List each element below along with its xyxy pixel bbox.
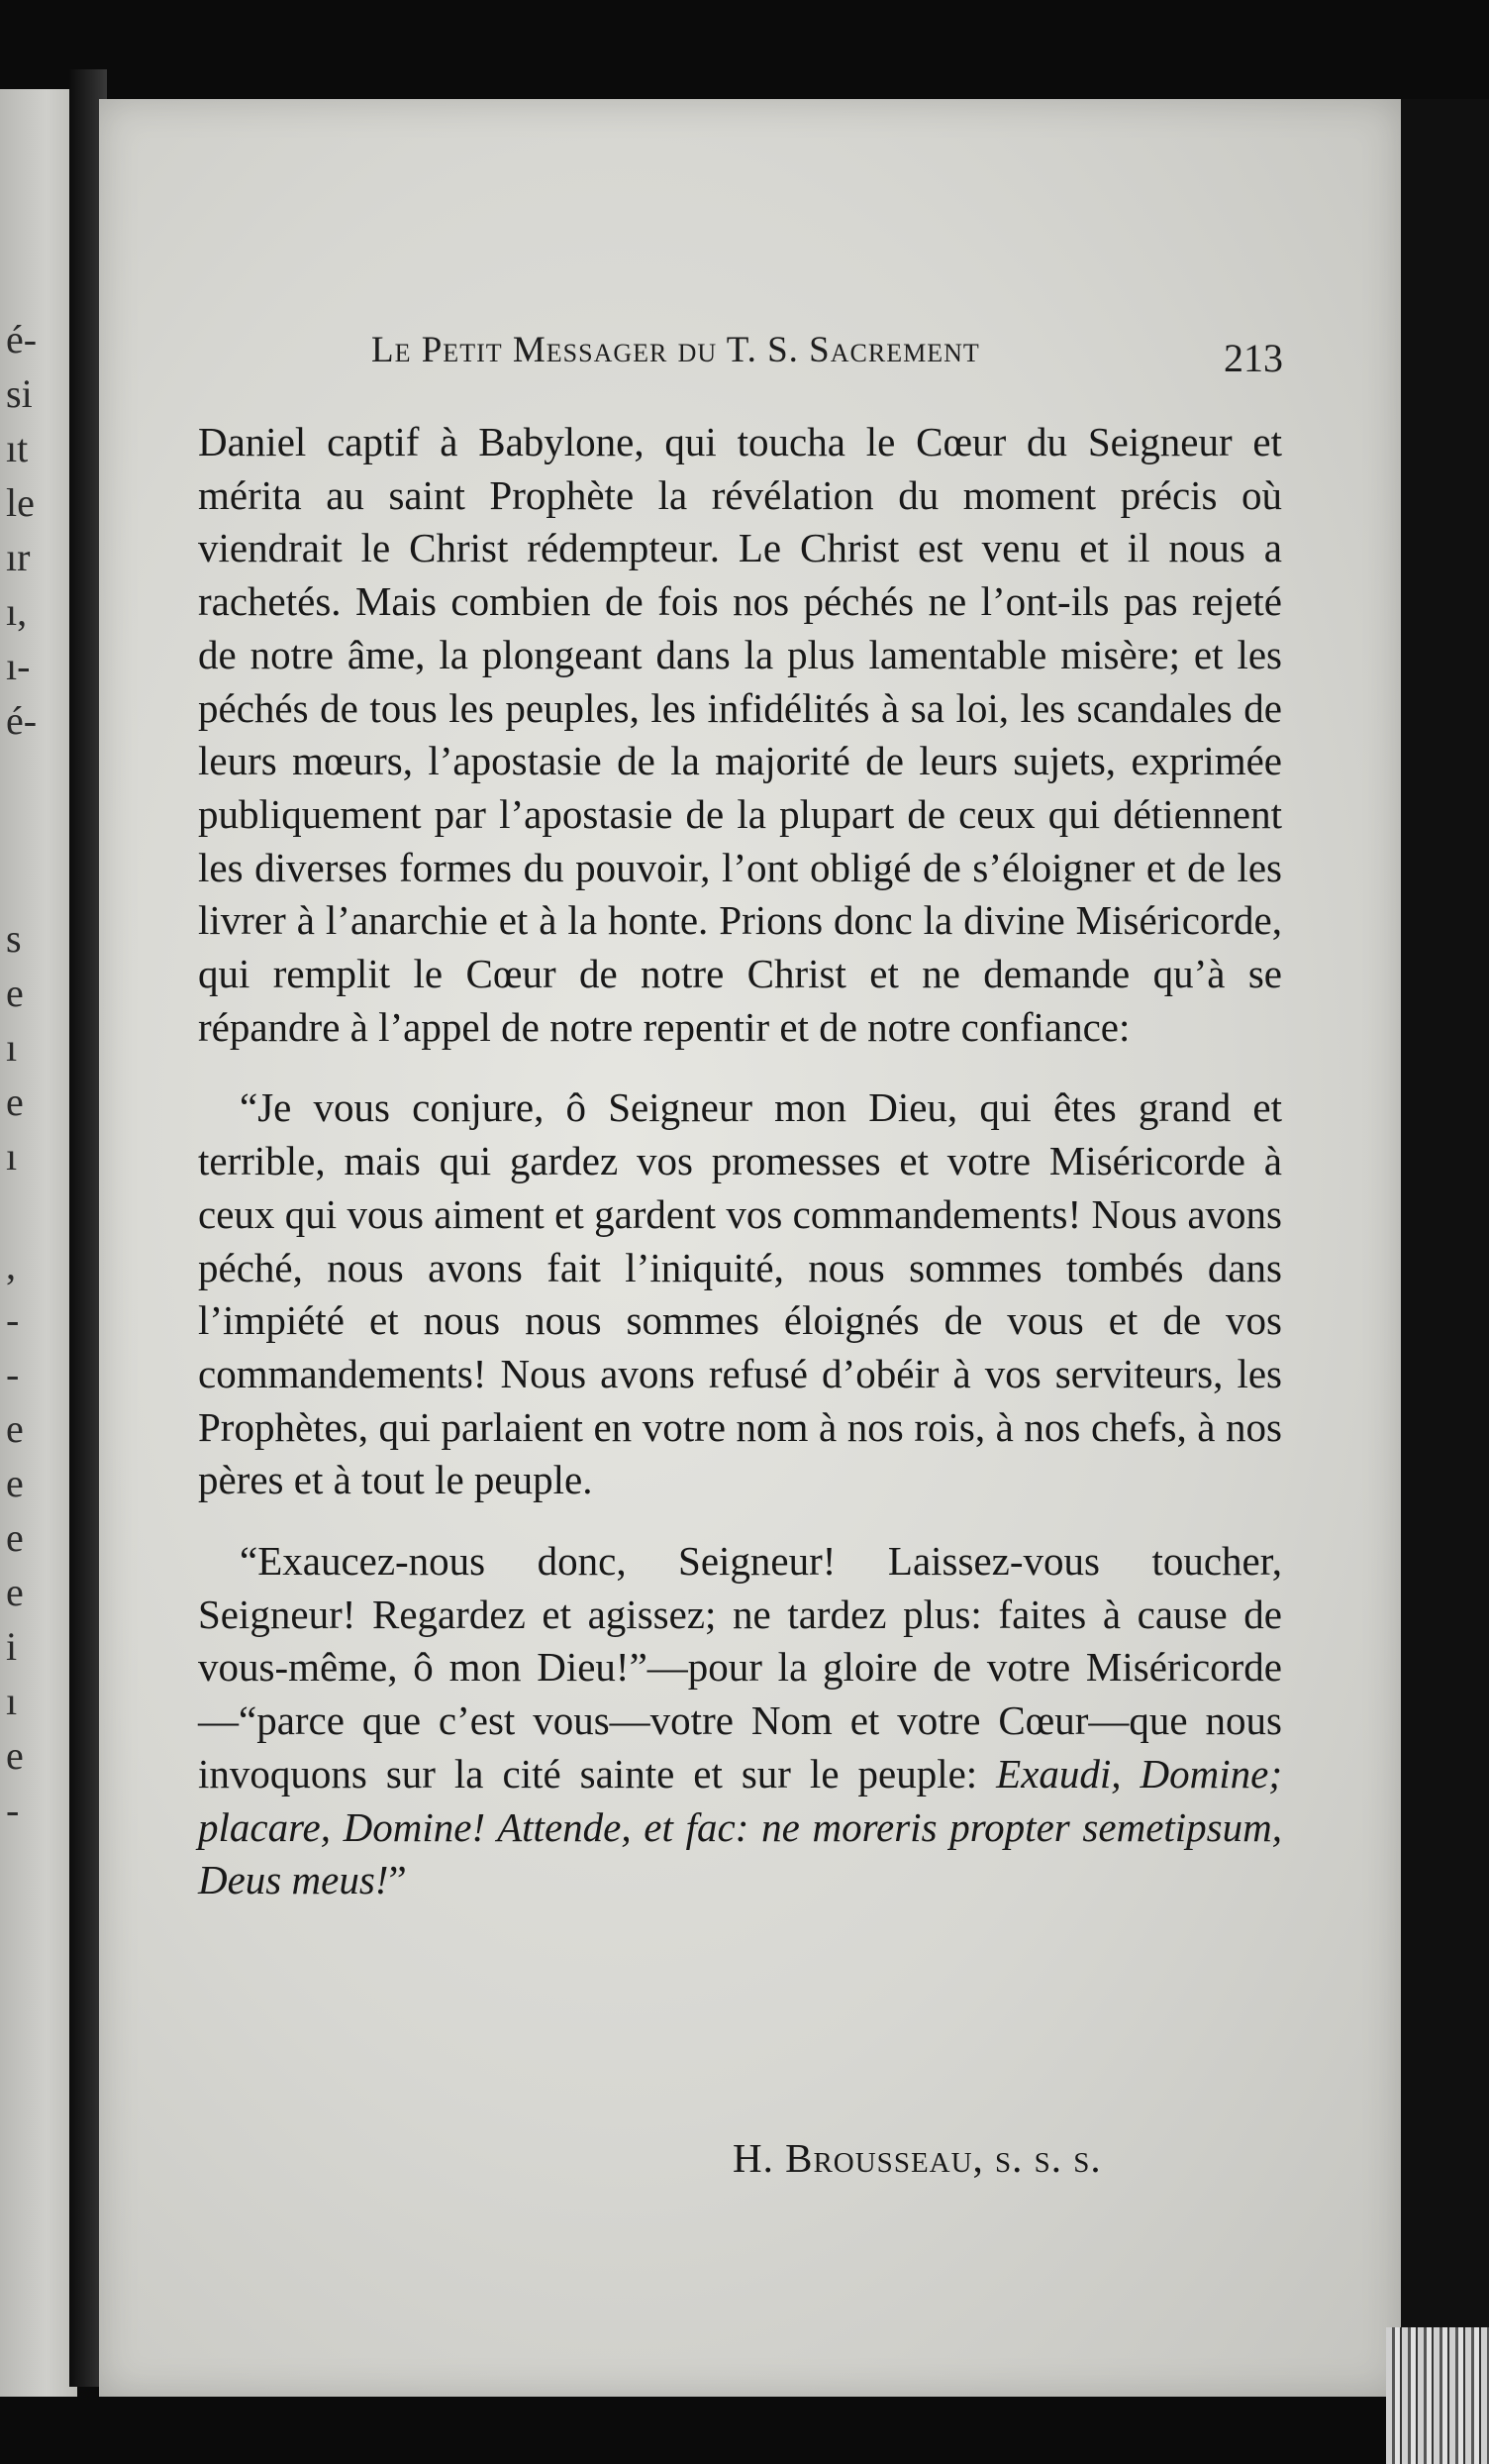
paragraph-3-close-quote: ” bbox=[388, 1857, 407, 1903]
left-fragment: e bbox=[6, 1079, 24, 1124]
left-fragment: le bbox=[6, 480, 35, 525]
left-fragment: é- bbox=[6, 698, 38, 743]
left-page-text-fragments bbox=[6, 312, 75, 1837]
left-fragment bbox=[6, 1183, 75, 1238]
left-fragment: s bbox=[6, 916, 22, 961]
running-head: Le Petit Messager du T. S. Sacrement bbox=[371, 330, 980, 370]
left-fragment: , bbox=[6, 1243, 16, 1287]
left-fragment bbox=[6, 857, 75, 911]
left-fragment: e bbox=[6, 1461, 24, 1505]
left-fragment: ı bbox=[6, 1679, 18, 1723]
page-stack-edge bbox=[1386, 2327, 1489, 2464]
author-signature: H. Brousseau, s. s. s. bbox=[733, 2135, 1102, 2181]
left-fragment: ıt bbox=[6, 426, 29, 470]
left-page-edge bbox=[0, 89, 77, 2397]
paragraph-1: Daniel captif à Babylone, qui toucha le Cœur du Seigneur et mérita au saint Prophète la révélation du moment précis où viendrait le Christ rédempteur. Le Christ est venu et il nous a rachetés. Mais combien de fois nos péchés ne l’ont-ils pas rejeté de notre âme, la plongeant dans la plus lamentable misère; et les péchés de tous les peuples, les infidélités à sa loi, les scandales de leurs mœurs, l’apostasie de la majorité de leurs sujets, exprimée publiquement par l’apostasie de la plupart de ceux qui détiennent les diverses formes du pouvoir, l’ont obligé de s’éloigner et de les livrer à l’anarchie et à la honte. Prions donc la divine Miséricorde, qui remplit le Cœur de notre Christ et ne demande qu’à se répandre à l’appel de notre repentir et de notre confiance: bbox=[198, 419, 1282, 1050]
left-fragment: - bbox=[6, 1297, 20, 1342]
left-fragment: si bbox=[6, 371, 33, 416]
left-fragment: e bbox=[6, 1570, 24, 1614]
left-fragment bbox=[6, 802, 75, 857]
page-number: 213 bbox=[1224, 336, 1283, 380]
left-fragment: ı bbox=[6, 1134, 18, 1179]
book-page bbox=[99, 99, 1401, 2397]
left-fragment: ı bbox=[6, 1025, 18, 1070]
page-body bbox=[198, 416, 1282, 1907]
paragraph-3 bbox=[198, 1535, 1282, 1907]
left-fragment: e bbox=[6, 1733, 24, 1778]
scanner-background bbox=[1401, 99, 1489, 2327]
paragraph-3-latin: Exaudi, Domine; placare, Domine! Attende, et fac: ne moreris propter semetipsum, Deus meus! bbox=[198, 1750, 1282, 1903]
left-fragment: e bbox=[6, 1515, 24, 1560]
left-fragment: ı- bbox=[6, 644, 31, 688]
paragraph-3-text: “Exaucez-nous donc, Seigneur! Laissez-vous toucher, Seigneur! Regardez et agissez; ne tardez plus: faites à cause de vous-même, ô mon Dieu!”—pour la gloire de votre Miséricorde—“parce que c’est vous—votre Nom et votre Cœur—que nous invoquons sur la cité sainte et sur le peuple: bbox=[198, 1538, 1282, 1797]
paragraph-2: “Je vous conjure, ô Seigneur mon Dieu, qui êtes grand et terrible, mais qui gardez vos promesses et votre Miséricorde à ceux qui vous aiment et gardent vos commandements! Nous avons péché, nous avons fait l’iniquité, nous sommes tombés dans l’impiété et nous nous sommes éloignés de vous et de vos commandements! Nous avons refusé d’obéir à vos serviteurs, les Prophètes, qui parlaient en votre nom à nos rois, à nos chefs, à nos pères et à tout le peuple. bbox=[198, 1084, 1282, 1503]
left-fragment: - bbox=[6, 1788, 20, 1832]
left-fragment: ı, bbox=[6, 589, 28, 634]
left-fragment: i bbox=[6, 1624, 18, 1669]
left-fragment: e bbox=[6, 1406, 24, 1451]
left-fragment: é- bbox=[6, 317, 38, 361]
left-fragment: e bbox=[6, 971, 24, 1015]
left-fragment bbox=[6, 748, 75, 802]
left-fragment: ır bbox=[6, 535, 31, 579]
left-fragment: - bbox=[6, 1352, 20, 1396]
